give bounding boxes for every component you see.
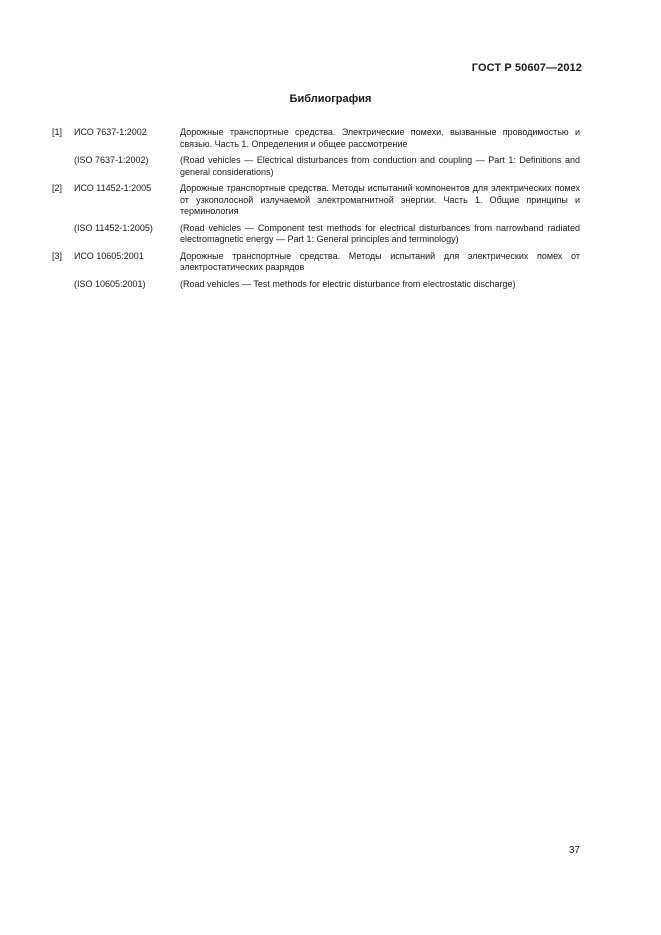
bib-entry-number: [2] — [52, 183, 63, 193]
bib-entry-number: [3] — [52, 250, 63, 261]
bib-entry-code: (ISO 7637-1:2002) — [74, 155, 149, 165]
bibliography-title: Библиография — [289, 93, 372, 105]
bib-entry-description: Дорожные транспортные средства. Методы испытаний для электрических помех от электростатических разрядов — [180, 250, 580, 272]
bib-entry-2-original — [52, 223, 580, 246]
bib-entry-1-original — [52, 155, 580, 178]
bib-entry-code: (ISO 10605:2001) — [74, 278, 146, 289]
bib-entry-number: [1] — [52, 127, 63, 137]
bib-entry-2 — [52, 183, 580, 218]
bib-entry-code: ИСО 7637-1:2002 — [74, 127, 147, 137]
bib-entry-code: ИСО 10605:2001 — [74, 250, 144, 261]
bib-entry-description: Дорожные транспортные средства. Электрические помехи, вызванные проводимостью и связью. Часть 1. Определения и общее рассмотрение — [180, 127, 580, 149]
bib-entry-1 — [52, 127, 580, 150]
bib-entry-description: (Road vehicles — Test methods for electric disturbance from electrostatic discharge) — [180, 278, 516, 289]
bib-entry-code: (ISO 11452-1:2005) — [74, 222, 153, 233]
document-code-header: ГОСТ Р 50607—2012 — [471, 62, 582, 74]
bib-entry-description: (Road vehicles — Component test methods for electrical disturbances from narrowband radiated electromagnetic energy — Part 1: General principles and terminology) — [180, 222, 580, 244]
page-number: 37 — [568, 845, 580, 856]
bib-entry-3-original — [52, 279, 580, 291]
bib-entry-description: (Road vehicles — Electrical disturbances from conduction and coupling — Part 1: Definitions and general considerations) — [180, 155, 580, 177]
bib-entry-3 — [52, 251, 580, 274]
bib-entry-description: Дорожные транспортные средства. Методы испытаний компонентов для электрических помех от узкополосной излучаемой электромагнитной энергии. Часть 1. Общие принципы и терминология — [180, 183, 580, 216]
bib-entry-code: ИСО 11452-1:2005 — [74, 183, 152, 193]
bibliography-list — [52, 127, 580, 295]
